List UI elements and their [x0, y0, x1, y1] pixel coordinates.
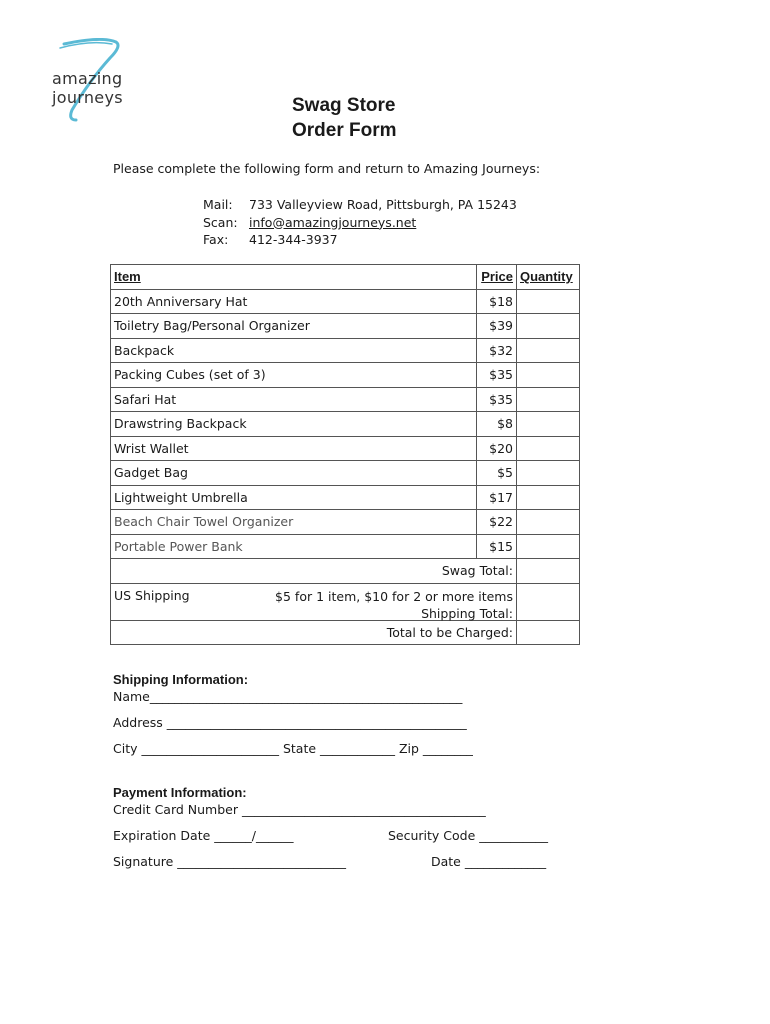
shipping-total-input[interactable]	[517, 583, 580, 620]
item-name: Gadget Bag	[111, 461, 477, 486]
shipping-cell	[111, 583, 517, 620]
table-row	[111, 485, 580, 510]
item-price: $17	[477, 485, 517, 510]
date-field[interactable]: Date _____________	[431, 854, 547, 869]
intro-text: Please complete the following form and return to Amazing Journeys:	[113, 161, 541, 176]
item-price: $22	[477, 510, 517, 535]
credit-card-field[interactable]: Credit Card Number _______________________________________	[113, 802, 486, 817]
item-name: Packing Cubes (set of 3)	[111, 363, 477, 388]
payment-info-section	[113, 784, 583, 870]
quantity-input[interactable]	[517, 534, 580, 559]
quantity-input[interactable]	[517, 436, 580, 461]
fax-label: Fax:	[203, 232, 229, 247]
table-row	[111, 289, 580, 314]
table-row	[111, 363, 580, 388]
item-name: Drawstring Backpack	[111, 412, 477, 437]
expiration-security-row	[113, 827, 583, 844]
item-price: $39	[477, 314, 517, 339]
quantity-input[interactable]	[517, 387, 580, 412]
item-name: Wrist Wallet	[111, 436, 477, 461]
table-header-row	[111, 265, 580, 290]
mail-row	[203, 196, 517, 214]
security-code-field[interactable]: Security Code ___________	[388, 828, 549, 843]
signature-field[interactable]: Signature ___________________________	[113, 854, 347, 869]
mail-label: Mail:	[203, 197, 233, 212]
item-price: $18	[477, 289, 517, 314]
swag-total-input[interactable]	[517, 559, 580, 584]
shipping-row	[111, 583, 580, 620]
title-line-1: Swag Store	[292, 95, 396, 116]
item-name: Portable Power Bank	[111, 534, 477, 559]
header-price: Price	[477, 265, 517, 290]
table-row	[111, 436, 580, 461]
quantity-input[interactable]	[517, 314, 580, 339]
quantity-input[interactable]	[517, 412, 580, 437]
quantity-input[interactable]	[517, 338, 580, 363]
email-link[interactable]: info@amazingjourneys.net	[249, 214, 417, 230]
item-price: $20	[477, 436, 517, 461]
quantity-input[interactable]	[517, 510, 580, 535]
payment-info-heading: Payment Information:	[113, 785, 247, 800]
item-price: $8	[477, 412, 517, 437]
swag-total-label: Swag Total:	[111, 559, 517, 584]
expiration-date-field[interactable]: Expiration Date ______/______	[113, 828, 294, 843]
item-name: 20th Anniversary Hat	[111, 289, 477, 314]
quantity-input[interactable]	[517, 461, 580, 486]
swag-total-row	[111, 559, 580, 584]
header-item: Item	[111, 265, 477, 290]
total-charged-row	[111, 620, 580, 645]
item-name: Toiletry Bag/Personal Organizer	[111, 314, 477, 339]
scan-row	[203, 214, 517, 232]
item-name: Beach Chair Towel Organizer	[111, 510, 477, 535]
scan-label: Scan:	[203, 214, 238, 230]
shipping-info-heading: Shipping Information:	[113, 672, 249, 687]
fax-value: 412-344-3937	[249, 232, 338, 247]
shipping-info-section	[113, 671, 473, 757]
table-row	[111, 510, 580, 535]
fax-row	[203, 231, 517, 249]
table-row	[111, 387, 580, 412]
header-quantity: Quantity	[517, 265, 580, 290]
item-price: $35	[477, 387, 517, 412]
table-row	[111, 314, 580, 339]
item-name: Lightweight Umbrella	[111, 485, 477, 510]
table-row	[111, 534, 580, 559]
quantity-input[interactable]	[517, 485, 580, 510]
table-row	[111, 338, 580, 363]
mail-value: 733 Valleyview Road, Pittsburgh, PA 15243	[249, 197, 517, 212]
table-row	[111, 461, 580, 486]
name-field[interactable]: Name__________________________________________________	[113, 689, 463, 704]
address-field[interactable]: Address ________________________________________________	[113, 715, 467, 730]
shipping-desc-block	[275, 588, 513, 622]
item-name: Safari Hat	[111, 387, 477, 412]
quantity-input[interactable]	[517, 363, 580, 388]
signature-date-row	[113, 853, 583, 870]
item-price: $32	[477, 338, 517, 363]
city-state-zip-field[interactable]: City ______________________ State ____________ Zip ________	[113, 741, 473, 756]
item-name: Backpack	[111, 338, 477, 363]
order-table	[110, 264, 580, 645]
shipping-desc: $5 for 1 item, $10 for 2 or more items	[275, 588, 513, 604]
quantity-input[interactable]	[517, 289, 580, 314]
title-line-2: Order Form	[292, 120, 397, 141]
item-price: $5	[477, 461, 517, 486]
item-price: $35	[477, 363, 517, 388]
total-charged-label: Total to be Charged:	[111, 620, 517, 645]
contact-block	[203, 196, 517, 249]
item-price: $15	[477, 534, 517, 559]
shipping-label: US Shipping	[114, 587, 190, 603]
table-row	[111, 412, 580, 437]
total-charged-input[interactable]	[517, 620, 580, 645]
logo-text: amazing journeys	[52, 69, 123, 107]
page-title	[292, 93, 492, 143]
company-logo	[50, 38, 180, 126]
shipping-total-label: Shipping Total:	[421, 605, 513, 621]
